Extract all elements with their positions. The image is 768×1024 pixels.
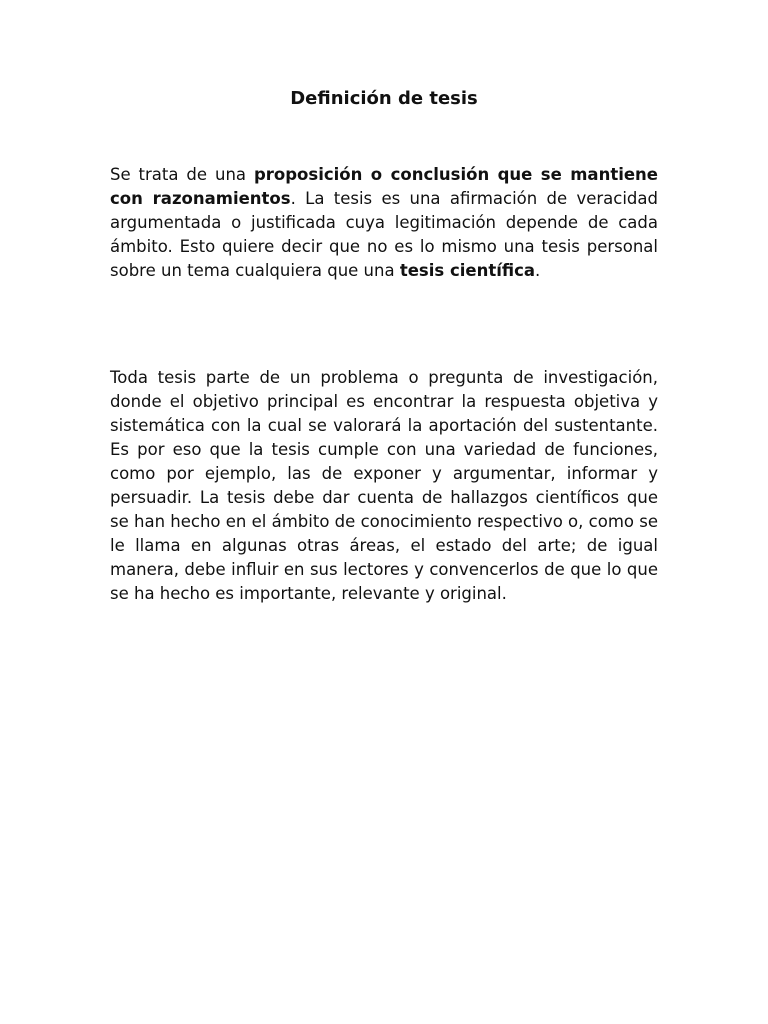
paragraph-text: . <box>535 261 541 280</box>
bold-phrase-tesis-cientifica: tesis científica <box>399 261 536 280</box>
paragraph-text: Se trata de una <box>110 165 254 184</box>
paragraph-text: . La tesis es una afirmación de veracidad argumentada o justificada cuya legitimación depende de cada ámbito. Esto quiere decir que no es lo mismo una tesis personal sobre un tema cualquiera que una <box>110 189 658 280</box>
paragraph-definition <box>110 163 658 283</box>
bold-phrase-proposicion: proposición o conclusión que se mantiene con razonamientos <box>110 165 658 208</box>
paragraph-functions: Toda tesis parte de un problema o pregunta de investigación, donde el objetivo principal es encontrar la respuesta objetiva y sistemática con la cual se valorará la aportación del sustentante. Es por eso que la tesis cumple con una variedad de funciones, como por ejemplo, las de exponer y argumentar, informar y persuadir. La tesis debe dar cuenta de hallazgos científicos que se han hecho en el ámbito de conocimiento respectivo o, como se le llama en algunas otras áreas, el estado del arte; de igual manera, debe influir en sus lectores y convencerlos de que lo que se ha hecho es importante, relevante y original. <box>110 368 658 603</box>
page-title: Definición de tesis <box>290 88 478 109</box>
